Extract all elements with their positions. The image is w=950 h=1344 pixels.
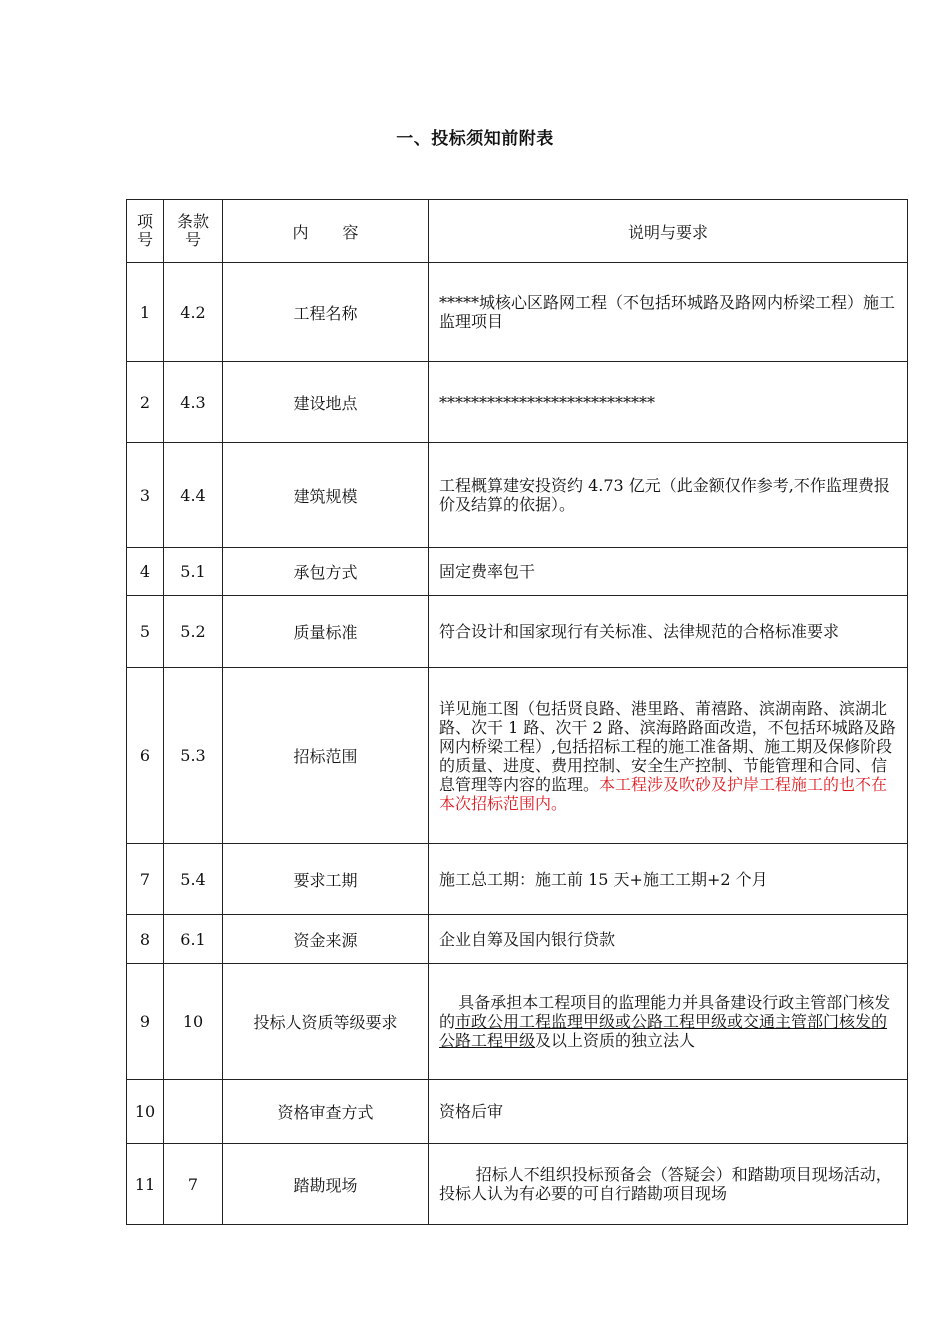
scope-exclusion-note: 本工程涉及吹砂及护岸工程施工的也不在本次招标范围内。 xyxy=(439,774,888,813)
header-clause: 条款号 xyxy=(164,200,223,263)
header-num: 项号 xyxy=(127,200,164,263)
table-row: 10 资格审查方式 资格后审 xyxy=(127,1080,908,1144)
qualification-requirement: 市政公用工程监理甲级或公路工程甲级或交通主管部门核发的公路工程甲级 xyxy=(439,1012,888,1050)
page-title: 一、投标须知前附表 xyxy=(396,129,554,149)
table-row: 5 5.2 质量标准 符合设计和国家现行有关标准、法律规范的合格标准要求 xyxy=(127,596,908,668)
table-row: 6 5.3 招标范围 详见施工图（包括贤良路、港里路、莆禧路、滨湖南路、滨湖北路、次干 1 路、次干 2 路、滨海路路面改造，不包括环城路及路网内桥梁工程）,包括招标工程的施工准备期、施工期及保修阶段的质量、进度、费用控制、安全生产控制、节能管理和合同、信息管理等内容的监理。本工程涉及吹砂及护岸工程施工的也不在本次招标范围内。 xyxy=(127,668,908,844)
table-row: 7 5.4 要求工期 施工总工期：施工前 15 天+施工工期+2 个月 xyxy=(127,844,908,915)
header-desc: 说明与要求 xyxy=(429,200,908,263)
table-row: 1 4.2 工程名称 *****城核心区路网工程（不包括环城路及路网内桥梁工程）施工监理项目 xyxy=(127,263,908,362)
scope-text: 详见施工图（包括贤良路、港里路、莆禧路、滨湖南路、滨湖北路、次干 1 路、次干 2 路、滨海路路面改造，不包括环城路及路网内桥梁工程）,包括招标工程的施工准备期、施工期及保修阶段的质量、进度、费用控制、安全生产控制、节能管理和合同、信息管理等内容的监理。 xyxy=(439,698,896,794)
table-row: 3 4.4 建筑规模 工程概算建安投资约 4.73 亿元（此金额仅作参考,不作监理费报价及结算的依据）。 xyxy=(127,443,908,548)
table-row: 8 6.1 资金来源 企业自筹及国内银行贷款 xyxy=(127,915,908,964)
table-row: 11 7 踏勘现场 招标人不组织投标预备会（答疑会）和踏勘项目现场活动，投标人认为有必要的可自行踏勘项目现场 xyxy=(127,1144,908,1225)
table-row: 2 4.3 建设地点 *************************** xyxy=(127,362,908,443)
table-row: 9 10 投标人资质等级要求 具备承担本工程项目的监理能力并具备建设行政主管部门核发的市政公用工程监理甲级或公路工程甲级或交通主管部门核发的公路工程甲级及以上资质的独立法人 xyxy=(127,964,908,1080)
table-row: 4 5.1 承包方式 固定费率包干 xyxy=(127,548,908,596)
table-header-row xyxy=(127,200,908,263)
bid-notice-table xyxy=(126,199,908,1225)
header-content: 内 容 xyxy=(223,200,429,263)
